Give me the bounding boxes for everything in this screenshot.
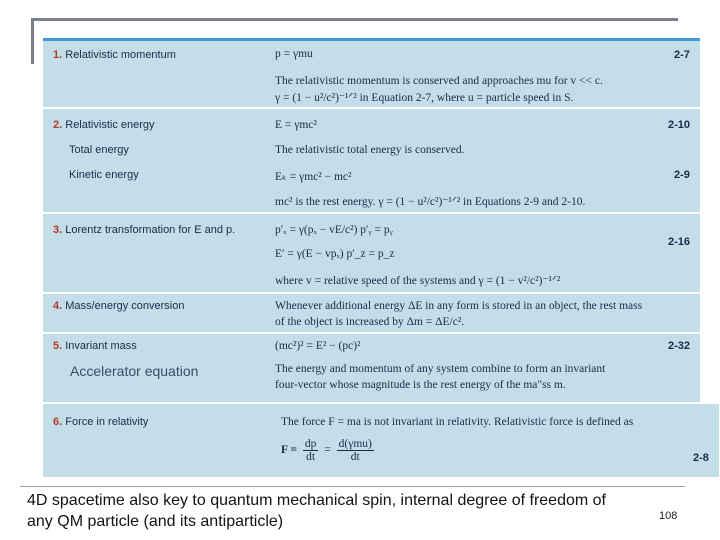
row-label: Invariant mass	[65, 340, 137, 352]
equation-text: E′ = γ(E − vpₓ) p′_z = p_z	[275, 248, 395, 260]
equation-number: 2-10	[668, 119, 691, 131]
row-sublabel: Total energy	[69, 144, 129, 156]
equations-table-continued	[43, 402, 719, 477]
row-number: 5.	[53, 340, 63, 352]
equation-text: The relativistic momentum is conserved and approaches mu for v << c.	[275, 75, 603, 87]
table-row	[43, 294, 700, 334]
row-number: 6.	[53, 416, 63, 428]
equation-text: The force F = ma is not invariant in relativity. Relativistic force is defined as	[281, 416, 634, 428]
row-label: Mass/energy conversion	[65, 300, 185, 312]
force-formula: F = $\frac{dp}{dt}$ = $\frac{\text{d(γmu)}}{dt}$	[281, 438, 372, 463]
equation-text: Whenever additional energy ΔE in any form is stored in an object, the rest mass	[275, 300, 643, 312]
table-row	[43, 214, 700, 294]
row-number: 1.	[53, 49, 63, 61]
row-number: 2.	[53, 119, 63, 131]
footer-divider	[20, 486, 685, 487]
table-row	[43, 404, 719, 477]
equation-text: p = γmu	[275, 48, 313, 60]
equation-text: E = γmc²	[275, 119, 317, 131]
page-number: 108	[659, 510, 678, 522]
equation-text: of the object is increased by Δm = ΔE/c².	[275, 316, 465, 328]
table-row	[43, 109, 700, 214]
equation-number: 2-16	[668, 236, 691, 248]
equations-table	[43, 38, 700, 405]
slide-frame-top	[31, 18, 678, 21]
equation-number: 2-7	[674, 49, 690, 61]
row-number: 3.	[53, 224, 63, 236]
row-sublabel: Kinetic energy	[69, 169, 139, 181]
equation-text: The energy and momentum of any system combine to form an invariant	[275, 363, 606, 375]
row-label: Relativistic momentum	[65, 49, 176, 61]
footer-caption: 4D spacetime also key to quantum mechanical spin, internal degree of freedom of any QM particle (and its antiparticle)	[27, 492, 606, 530]
equation-text: The relativistic total energy is conserved.	[275, 144, 465, 156]
row-label: Lorentz transformation for E and p.	[65, 224, 236, 236]
equation-number: 2-9	[674, 169, 690, 181]
row-label: Relativistic energy	[65, 119, 155, 131]
table-row	[43, 41, 700, 109]
equation-text: mc² is the rest energy. γ = (1 − u²/c²)⁻¹ᐟ² in Equations 2-9 and 2-10.	[275, 196, 586, 208]
row-number: 4.	[53, 300, 63, 312]
equation-text: γ = (1 − u²/c²)⁻¹ᐟ² in Equation 2-7, where u = particle speed in S.	[275, 92, 574, 104]
equation-number: 2-32	[668, 340, 691, 352]
accelerator-annotation: Accelerator equation	[70, 363, 199, 379]
row-label: Force in relativity	[65, 416, 149, 428]
equation-text: where v = relative speed of the systems and γ = (1 − v²/c²)⁻¹ᐟ²	[275, 275, 561, 287]
equation-number: 2-8	[693, 452, 709, 464]
equation-text: four-vector whose magnitude is the rest energy of the ma"ss m.	[275, 379, 566, 391]
equation-text: Eₖ = γmc² − mc²	[275, 171, 352, 183]
equation-text: p′ₓ = γ(pₓ − vE/c²) p′ᵧ = pᵧ	[275, 224, 393, 236]
slide-frame-left	[31, 18, 34, 64]
equation-text: (mc²)² = E² − (pc)²	[275, 340, 361, 352]
